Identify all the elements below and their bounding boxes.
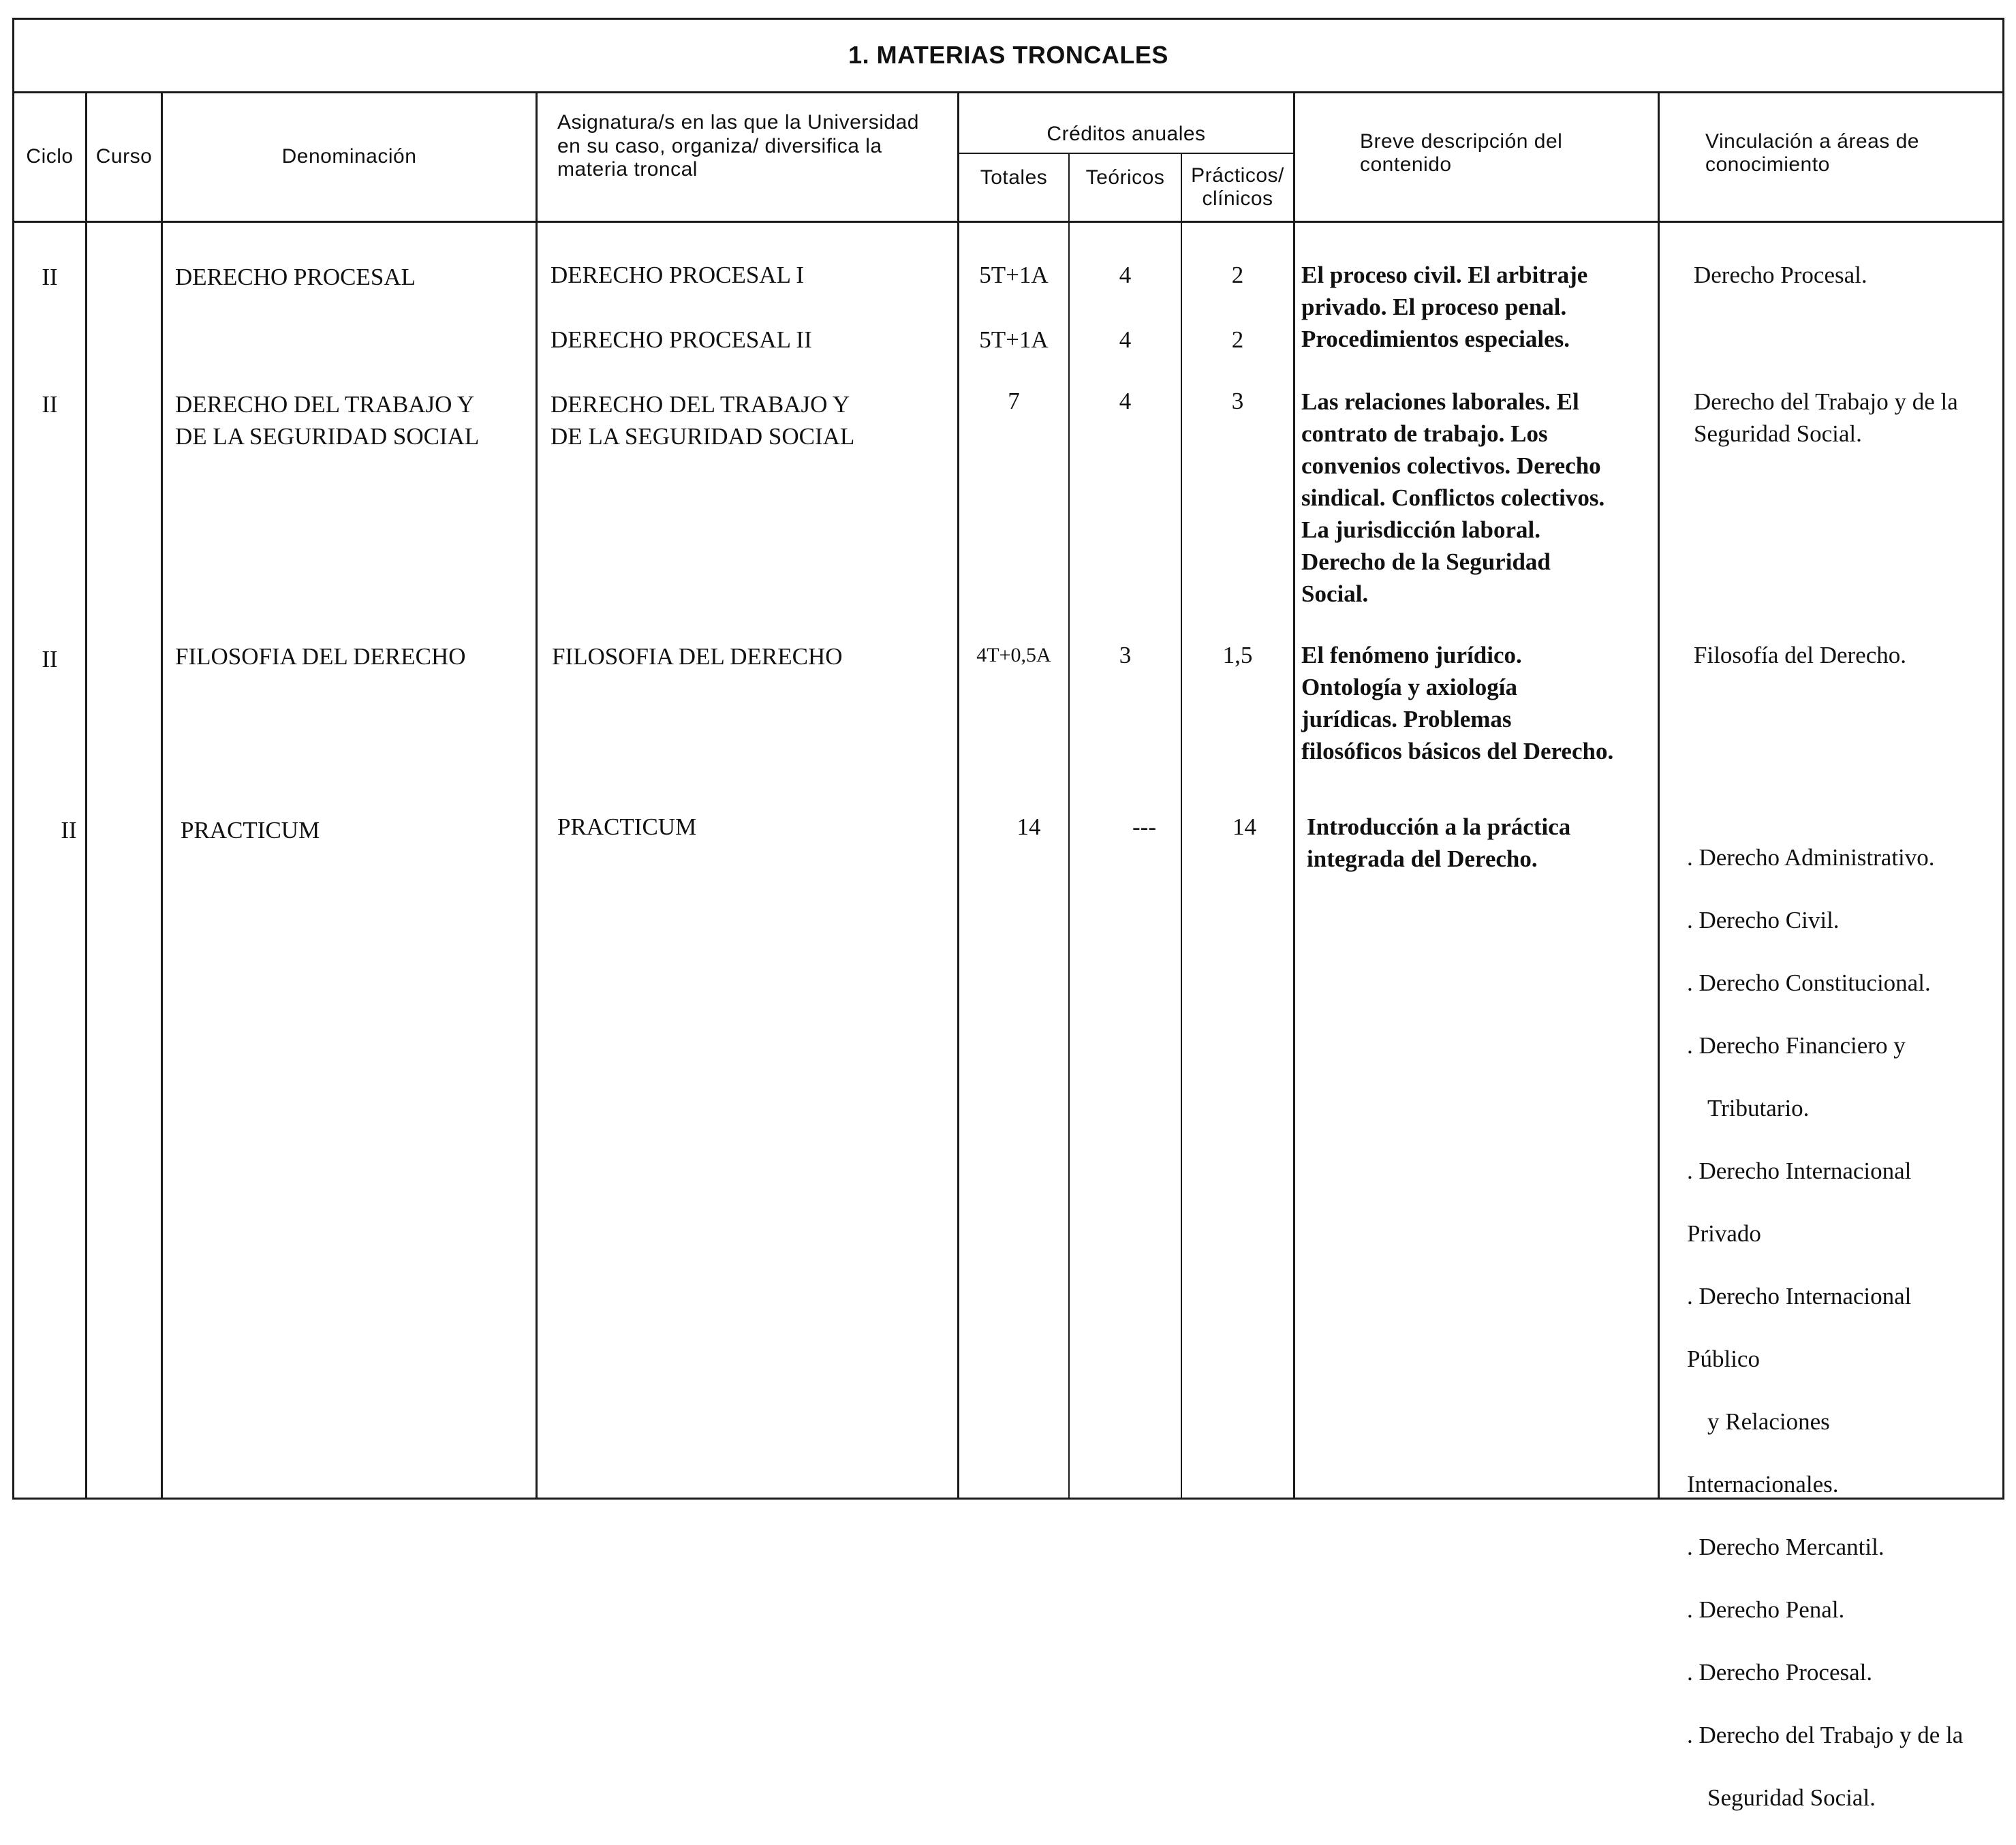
- row1-descripcion: El proceso civil. El arbitraje privado. El proceso penal. Procedimientos especiales.: [1301, 262, 1588, 352]
- header-asignaturas: Asignatura/s en las que la Universidad en su caso, organiza/ diversifica la materia troncal: [557, 111, 919, 181]
- header-vinculacion: Vinculación a áreas de conocimiento: [1705, 129, 1919, 176]
- area-item: y Relaciones: [1707, 1408, 1830, 1435]
- row2-totales: 7: [1008, 388, 1020, 414]
- row3-teoricos: 3: [1119, 642, 1132, 668]
- row1-vinculacion: Derecho Procesal.: [1694, 262, 1867, 288]
- row1-practicos-2: 2: [1231, 326, 1244, 353]
- row1-teoricos-1: 4: [1119, 262, 1132, 288]
- row2-ciclo: II: [42, 391, 58, 418]
- row1-totales-1: 5T+1A: [979, 262, 1049, 288]
- row4-teoricos: ---: [1132, 813, 1156, 840]
- row3-asignaturas: FILOSOFIA DEL DERECHO: [552, 643, 843, 670]
- row3-descripcion: El fenómeno jurídico. Ontología y axiología jurídicas. Problemas filosóficos básicos del Derecho.: [1301, 642, 1614, 764]
- col-rule-asignaturas: [957, 91, 959, 1500]
- row1-ciclo: II: [42, 264, 58, 290]
- area-item: . Derecho Penal.: [1687, 1596, 1845, 1623]
- header-teoricos: Teóricos: [1085, 166, 1165, 189]
- row2-denominacion: DERECHO DEL TRABAJO Y DE LA SEGURIDAD SOCIAL: [175, 391, 480, 450]
- col-rule-denominacion: [536, 91, 538, 1500]
- area-item: Seguridad Social.: [1707, 1784, 1876, 1811]
- row2-teoricos: 4: [1119, 388, 1132, 414]
- col-rule-curso: [161, 91, 163, 1500]
- area-item: . Derecho Constitucional.: [1687, 970, 1931, 996]
- header-ciclo: Ciclo: [26, 145, 74, 168]
- row3-ciclo: II: [42, 646, 58, 672]
- area-item: . Derecho Civil.: [1687, 907, 1840, 933]
- row1-practicos-1: 2: [1231, 262, 1244, 288]
- area-item: Internacionales.: [1687, 1471, 1839, 1498]
- header-descripcion: Breve descripción del contenido: [1360, 129, 1563, 176]
- header-creditos: Créditos anuales: [1046, 122, 1206, 145]
- area-item: . Derecho Procesal.: [1687, 1659, 1873, 1686]
- row3-vinculacion: Filosofía del Derecho.: [1694, 642, 1906, 668]
- row4-denominacion: PRACTICUM: [181, 817, 320, 843]
- col-rule-ciclo: [85, 91, 87, 1500]
- row1-asignatura-1: DERECHO PROCESAL I: [550, 262, 805, 288]
- row4-practicos: 14: [1232, 813, 1256, 840]
- area-item: . Derecho del Trabajo y de la: [1687, 1722, 1964, 1748]
- area-item: . Derecho Financiero y: [1687, 1032, 1906, 1059]
- col-rule-practicos: [1293, 91, 1295, 1500]
- row2-practicos: 3: [1231, 388, 1244, 414]
- row3-totales: 4T+0,5A: [976, 644, 1051, 666]
- row3-practicos: 1,5: [1222, 642, 1253, 668]
- row2-descripcion: Las relaciones laborales. El contrato de trabajo. Los convenios colectivos. Derecho sindical. Conflictos colectivos. La jurisdicción laboral. Derecho de la Seguridad Social.: [1301, 388, 1605, 607]
- header-totales: Totales: [980, 166, 1048, 189]
- row1-teoricos-2: 4: [1119, 326, 1132, 353]
- row4-vinculacion-list: [1687, 811, 2000, 1845]
- row4-ciclo: II: [61, 817, 77, 843]
- area-item: Privado: [1687, 1220, 1761, 1247]
- row2-vinculacion: Derecho del Trabajo y de la Seguridad Social.: [1694, 388, 1958, 447]
- header-denominacion: Denominación: [281, 145, 417, 168]
- row4-totales: 14: [1017, 813, 1041, 840]
- area-item: . Derecho Mercantil.: [1687, 1534, 1885, 1560]
- area-item: . Derecho Internacional: [1687, 1158, 1912, 1184]
- row4-descripcion: Introducción a la práctica integrada del Derecho.: [1307, 813, 1571, 872]
- row1-asignatura-2: DERECHO PROCESAL II: [550, 326, 812, 353]
- row3-denominacion: FILOSOFIA DEL DERECHO: [175, 643, 466, 670]
- area-item: . Derecho Administrativo.: [1687, 844, 1935, 871]
- area-item: . Derecho Internacional: [1687, 1283, 1912, 1309]
- header-curso: Curso: [95, 145, 153, 168]
- row2-asignaturas: DERECHO DEL TRABAJO Y DE LA SEGURIDAD SOCIAL: [550, 391, 855, 450]
- table-title: 1. MATERIAS TRONCALES: [848, 41, 1168, 69]
- row4-asignaturas: PRACTICUM: [557, 813, 697, 840]
- row1-denominacion: DERECHO PROCESAL: [175, 264, 416, 290]
- header-bottom-rule: [12, 221, 2004, 223]
- header-practicos: Prácticos/ clínicos: [1191, 164, 1284, 210]
- area-item: Tributario.: [1707, 1095, 1810, 1121]
- area-item: Público: [1687, 1346, 1760, 1372]
- row1-totales-2: 5T+1A: [979, 326, 1049, 353]
